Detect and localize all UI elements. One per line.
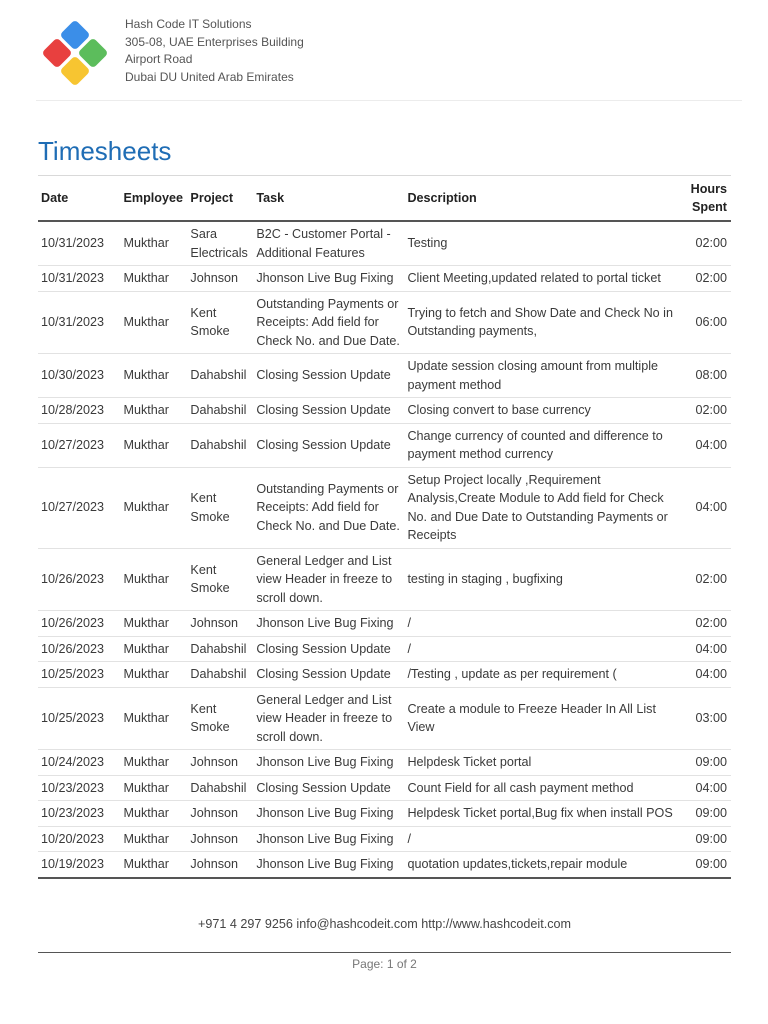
table-row bbox=[38, 636, 731, 662]
cell-date: 10/26/2023 bbox=[38, 548, 120, 611]
cell-hours: 09:00 bbox=[688, 750, 731, 776]
cell-date: 10/19/2023 bbox=[38, 852, 120, 878]
cell-hours: 09:00 bbox=[688, 852, 731, 878]
header-employee: Employee bbox=[120, 176, 187, 222]
cell-employee: Mukthar bbox=[120, 750, 187, 776]
table-row bbox=[38, 548, 731, 611]
cell-employee: Mukthar bbox=[120, 221, 187, 266]
company-name: Hash Code IT Solutions bbox=[125, 17, 252, 31]
table-row bbox=[38, 291, 731, 354]
cell-project: Dahabshil bbox=[187, 775, 253, 801]
cell-description: Count Field for all cash payment method bbox=[404, 775, 687, 801]
table-row bbox=[38, 398, 731, 424]
cell-description: / bbox=[404, 636, 687, 662]
table-row bbox=[38, 467, 731, 548]
cell-description: Trying to fetch and Show Date and Check No in Outstanding payments, bbox=[404, 291, 687, 354]
cell-date: 10/25/2023 bbox=[38, 662, 120, 688]
cell-employee: Mukthar bbox=[120, 852, 187, 878]
cell-description: Testing bbox=[404, 221, 687, 266]
cell-project: Kent Smoke bbox=[187, 687, 253, 750]
table-row bbox=[38, 801, 731, 827]
header-description: Description bbox=[404, 176, 687, 222]
cell-task: Jhonson Live Bug Fixing bbox=[253, 826, 404, 852]
cell-date: 10/23/2023 bbox=[38, 801, 120, 827]
cell-project: Dahabshil bbox=[187, 398, 253, 424]
cell-task: Closing Session Update bbox=[253, 775, 404, 801]
cell-employee: Mukthar bbox=[120, 467, 187, 548]
cell-description: Change currency of counted and difference to payment method currency bbox=[404, 423, 687, 467]
table-row bbox=[38, 826, 731, 852]
cell-hours: 04:00 bbox=[688, 662, 731, 688]
cell-project: Dahabshil bbox=[187, 354, 253, 398]
table-row bbox=[38, 662, 731, 688]
header-project: Project bbox=[187, 176, 253, 222]
cell-task: Jhonson Live Bug Fixing bbox=[253, 266, 404, 292]
cell-description: testing in staging , bugfixing bbox=[404, 548, 687, 611]
company-header bbox=[36, 14, 742, 101]
cell-date: 10/31/2023 bbox=[38, 291, 120, 354]
cell-description: Setup Project locally ,Requirement Analysis,Create Module to Add field for Check No. and Due Date to Outstanding Payments or Receipts bbox=[404, 467, 687, 548]
cell-date: 10/24/2023 bbox=[38, 750, 120, 776]
table-row bbox=[38, 354, 731, 398]
cell-employee: Mukthar bbox=[120, 354, 187, 398]
cell-description: /Testing , update as per requirement ( bbox=[404, 662, 687, 688]
footer-divider bbox=[38, 952, 731, 953]
cell-employee: Mukthar bbox=[120, 775, 187, 801]
company-logo bbox=[36, 18, 116, 90]
cell-task: Closing Session Update bbox=[253, 662, 404, 688]
cell-date: 10/27/2023 bbox=[38, 467, 120, 548]
cell-date: 10/25/2023 bbox=[38, 687, 120, 750]
header-hours-spent bbox=[688, 176, 731, 222]
cell-hours: 02:00 bbox=[688, 548, 731, 611]
cell-employee: Mukthar bbox=[120, 291, 187, 354]
cell-hours: 06:00 bbox=[688, 291, 731, 354]
cell-project: Kent Smoke bbox=[187, 467, 253, 548]
company-address bbox=[125, 16, 304, 86]
cell-employee: Mukthar bbox=[120, 423, 187, 467]
cell-hours: 02:00 bbox=[688, 221, 731, 266]
cell-project: Kent Smoke bbox=[187, 291, 253, 354]
cell-task: Closing Session Update bbox=[253, 636, 404, 662]
table-row bbox=[38, 611, 731, 637]
table-row bbox=[38, 266, 731, 292]
cell-hours: 02:00 bbox=[688, 398, 731, 424]
cell-employee: Mukthar bbox=[120, 548, 187, 611]
header-hours-line2: Spent bbox=[692, 200, 727, 214]
cell-task: General Ledger and List view Header in freeze to scroll down. bbox=[253, 548, 404, 611]
cell-hours: 04:00 bbox=[688, 775, 731, 801]
cell-hours: 03:00 bbox=[688, 687, 731, 750]
address-line-3: Dubai DU United Arab Emirates bbox=[125, 69, 294, 84]
cell-date: 10/23/2023 bbox=[38, 775, 120, 801]
cell-task: Jhonson Live Bug Fixing bbox=[253, 852, 404, 878]
cell-hours: 09:00 bbox=[688, 826, 731, 852]
table-row bbox=[38, 750, 731, 776]
cell-description: Helpdesk Ticket portal,Bug fix when install POS bbox=[404, 801, 687, 827]
cell-project: Johnson bbox=[187, 852, 253, 878]
cell-hours: 02:00 bbox=[688, 266, 731, 292]
table-row bbox=[38, 221, 731, 266]
cell-description: Helpdesk Ticket portal bbox=[404, 750, 687, 776]
table-body bbox=[38, 221, 731, 878]
header-hours-line1: Hours bbox=[690, 182, 727, 196]
cell-employee: Mukthar bbox=[120, 611, 187, 637]
cell-task: Jhonson Live Bug Fixing bbox=[253, 611, 404, 637]
address-line-2: Airport Road bbox=[125, 52, 193, 66]
cell-employee: Mukthar bbox=[120, 801, 187, 827]
cell-project: Dahabshil bbox=[187, 636, 253, 662]
table-row bbox=[38, 852, 731, 878]
cell-description: / bbox=[404, 826, 687, 852]
table-row bbox=[38, 775, 731, 801]
cell-task: General Ledger and List view Header in freeze to scroll down. bbox=[253, 687, 404, 750]
table-header-row bbox=[38, 176, 731, 222]
cell-employee: Mukthar bbox=[120, 687, 187, 750]
cell-task: Closing Session Update bbox=[253, 354, 404, 398]
address-line-1: 305-08, UAE Enterprises Building bbox=[125, 34, 304, 49]
cell-description: quotation updates,tickets,repair module bbox=[404, 852, 687, 878]
cell-description: Closing convert to base currency bbox=[404, 398, 687, 424]
cell-employee: Mukthar bbox=[120, 266, 187, 292]
cell-task: Closing Session Update bbox=[253, 423, 404, 467]
cell-hours: 02:00 bbox=[688, 611, 731, 637]
cell-project: Johnson bbox=[187, 826, 253, 852]
cell-project: Johnson bbox=[187, 611, 253, 637]
cell-project: Sara Electricals bbox=[187, 221, 253, 266]
timesheets-table bbox=[38, 175, 731, 879]
cell-date: 10/26/2023 bbox=[38, 636, 120, 662]
cell-employee: Mukthar bbox=[120, 826, 187, 852]
cell-task: Jhonson Live Bug Fixing bbox=[253, 750, 404, 776]
table-row bbox=[38, 423, 731, 467]
cell-description: Create a module to Freeze Header In All List View bbox=[404, 687, 687, 750]
cell-task: Closing Session Update bbox=[253, 398, 404, 424]
cell-date: 10/27/2023 bbox=[38, 423, 120, 467]
cell-task: Jhonson Live Bug Fixing bbox=[253, 801, 404, 827]
cell-hours: 09:00 bbox=[688, 801, 731, 827]
cell-project: Dahabshil bbox=[187, 662, 253, 688]
cell-hours: 04:00 bbox=[688, 423, 731, 467]
cell-task: Outstanding Payments or Receipts: Add field for Check No. and Due Date. bbox=[253, 467, 404, 548]
cell-project: Johnson bbox=[187, 266, 253, 292]
cell-date: 10/28/2023 bbox=[38, 398, 120, 424]
cell-description: Update session closing amount from multiple payment method bbox=[404, 354, 687, 398]
table-row bbox=[38, 687, 731, 750]
cell-date: 10/26/2023 bbox=[38, 611, 120, 637]
cell-date: 10/31/2023 bbox=[38, 266, 120, 292]
cell-project: Johnson bbox=[187, 750, 253, 776]
cell-employee: Mukthar bbox=[120, 636, 187, 662]
cell-hours: 04:00 bbox=[688, 636, 731, 662]
cell-date: 10/31/2023 bbox=[38, 221, 120, 266]
cell-employee: Mukthar bbox=[120, 662, 187, 688]
cell-description: Client Meeting,updated related to portal ticket bbox=[404, 266, 687, 292]
cell-date: 10/30/2023 bbox=[38, 354, 120, 398]
cell-hours: 04:00 bbox=[688, 467, 731, 548]
cell-task: B2C - Customer Portal - Additional Features bbox=[253, 221, 404, 266]
cell-hours: 08:00 bbox=[688, 354, 731, 398]
cell-date: 10/20/2023 bbox=[38, 826, 120, 852]
header-date: Date bbox=[38, 176, 120, 222]
page-title: Timesheets bbox=[38, 136, 172, 166]
cell-project: Johnson bbox=[187, 801, 253, 827]
cell-project: Kent Smoke bbox=[187, 548, 253, 611]
footer-contact: +971 4 297 9256 info@hashcodeit.com http://www.hashcodeit.com bbox=[198, 917, 571, 931]
cell-employee: Mukthar bbox=[120, 398, 187, 424]
cell-task: Outstanding Payments or Receipts: Add field for Check No. and Due Date. bbox=[253, 291, 404, 354]
header-task: Task bbox=[253, 176, 404, 222]
cell-project: Dahabshil bbox=[187, 423, 253, 467]
page-number: Page: 1 of 2 bbox=[352, 957, 417, 971]
cell-description: / bbox=[404, 611, 687, 637]
